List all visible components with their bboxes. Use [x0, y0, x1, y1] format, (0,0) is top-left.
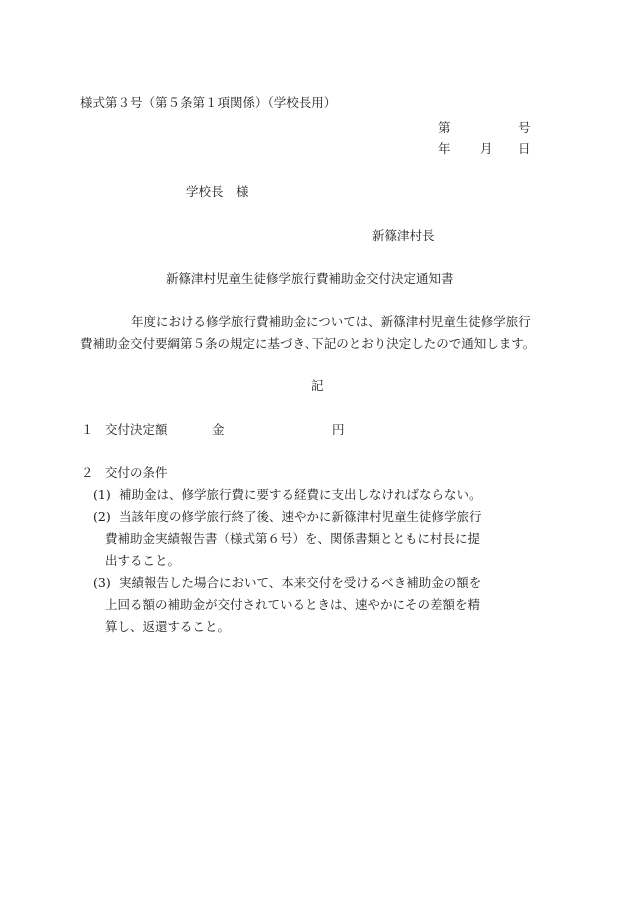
condition-2-line-3: 出すること。	[105, 553, 181, 568]
ki-marker: 記	[311, 378, 324, 393]
condition-1-line-1: 補助金は、修学旅行費に要する経費に支出しなければならない。	[119, 487, 482, 502]
addressee: 学校長 様	[186, 184, 249, 199]
amount-kin-label: 金	[212, 422, 225, 437]
amount-yen-label: 円	[332, 422, 345, 437]
condition-1-number: (1)	[93, 487, 111, 502]
condition-3-line-1: 実績報告した場合において、本来交付を受けるべき補助金の額を	[119, 575, 482, 590]
document-title: 新篠津村児童生徒修学旅行費補助金交付決定通知書	[166, 271, 454, 286]
condition-3-line-3: 算し、返還すること。	[105, 619, 231, 634]
section-1-number: １	[81, 422, 94, 437]
issuer: 新篠津村長	[372, 228, 435, 243]
date-month-label: 月	[480, 141, 493, 156]
condition-2-line-1: 当該年度の修学旅行終了後、速やかに新篠津村児童生徒修学旅行	[119, 509, 482, 524]
condition-2-number: (2)	[93, 509, 111, 524]
section-1-label: 交付決定額	[105, 422, 168, 437]
date-day-label: 日	[518, 141, 531, 156]
section-2-number: ２	[81, 465, 94, 480]
document-number-prefix: 第	[438, 120, 451, 135]
condition-2-line-2: 費補助金実績報告書（様式第６号）を、関係書類とともに村長に提	[105, 531, 481, 546]
condition-3-number: (3)	[93, 575, 111, 590]
body-paragraph-line-1: 年度における修学旅行費補助金については、新篠津村児童生徒修学旅行	[131, 314, 531, 329]
body-paragraph-line-2: 費補助金交付要綱第５条の規定に基づき､下記のとおり決定したので通知します。	[80, 336, 536, 351]
date-year-label: 年	[438, 141, 451, 156]
document-number-suffix: 号	[518, 120, 531, 135]
condition-3-line-2: 上回る額の補助金が交付されているときは、速やかにその差額を精	[105, 597, 481, 612]
form-identifier: 様式第３号（第５条第１項関係）（学校長用）	[80, 95, 337, 110]
section-2-label: 交付の条件	[105, 465, 168, 480]
